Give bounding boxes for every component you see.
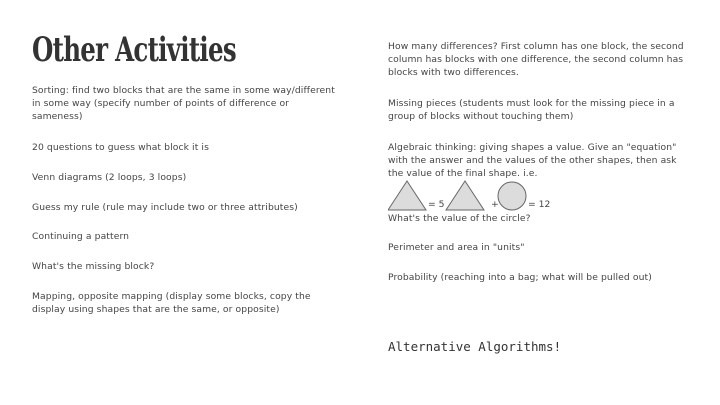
circle-shape (498, 182, 526, 210)
activity-missing-pieces: Missing pieces (students must look for the missing piece in a group of blocks without touching them) (388, 98, 675, 122)
equation-shapes (388, 180, 588, 212)
activity-continuing-pattern: Continuing a pattern (32, 231, 130, 242)
shape-equation (388, 180, 588, 212)
triangle-shape (388, 181, 426, 210)
plus-sign: + (491, 199, 499, 210)
activity-how-many-differences: How many differences? First column has one block, the second column has blocks with one difference, the second column has blocks with two differences. (388, 41, 684, 78)
circle-question: What's the value of the circle? (388, 213, 531, 224)
triangle-shape (446, 181, 484, 210)
activity-perimeter-area: Perimeter and area in "units" (388, 242, 525, 253)
triangle-value: = 5 (428, 199, 445, 210)
activity-mapping: Mapping, opposite mapping (display some blocks, copy the display using shapes that are the same, or opposite) (32, 291, 311, 315)
activity-missing-block: What's the missing block? (32, 261, 155, 272)
activity-guess-my-rule: Guess my rule (rule may include two or three attributes) (32, 202, 298, 213)
activity-algebraic-thinking: Algebraic thinking: giving shapes a value. Give an "equation" with the answer and the values of the other shapes, then ask the value of the final shape. i.e. (388, 142, 677, 179)
activity-probability: Probability (reaching into a bag; what will be pulled out) (388, 272, 652, 283)
sum-value: = 12 (528, 199, 551, 210)
slide-title: Other Activities (32, 30, 236, 70)
activity-20-questions: 20 questions to guess what block it is (32, 142, 209, 153)
alternative-algorithms-heading: Alternative Algorithms! (388, 339, 562, 354)
activity-venn-diagrams: Venn diagrams (2 loops, 3 loops) (32, 172, 187, 183)
activity-sorting: Sorting: find two blocks that are the same in some way/different in some way (specify number of points of difference or sameness) (32, 85, 335, 122)
